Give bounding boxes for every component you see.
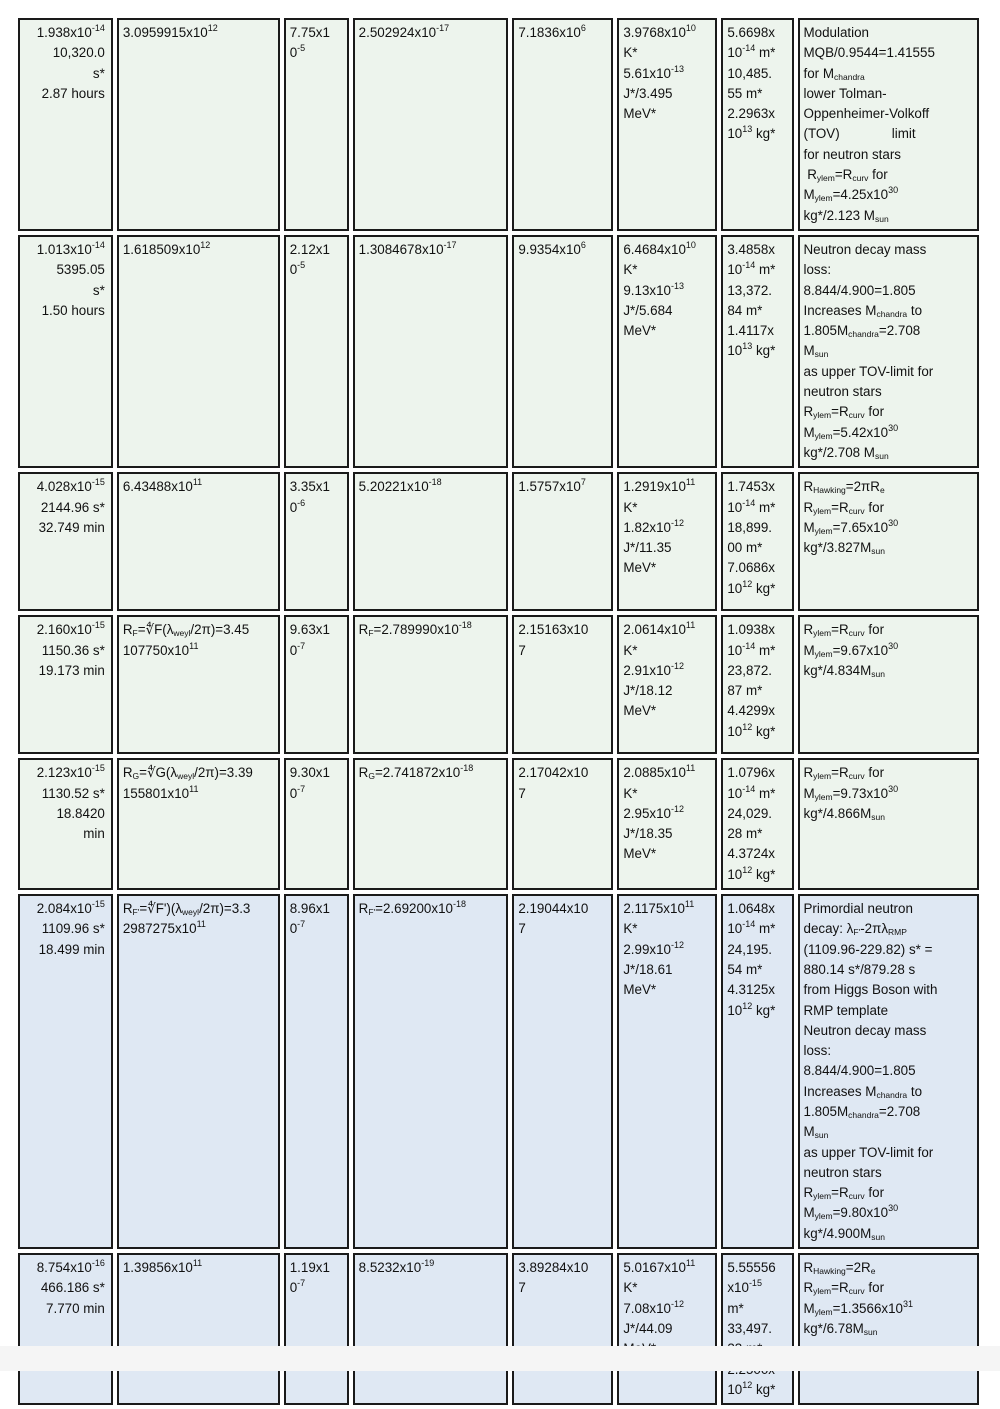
cell-line: $1.013x10^{-14}$ (36, 239, 105, 257)
cell-line: 18.499 min (38, 941, 105, 957)
cell-line: 18,899. (727, 519, 773, 535)
cell-line: s* (92, 282, 105, 298)
cell-line: $R_{F'}=∜F')(\lambda_{weyl}/2\pi)=3.3$ (122, 901, 251, 918)
cell-line: 1.50 hours (41, 302, 105, 318)
cell-line: MQB/0.9544=1.41555 (803, 45, 935, 61)
cell-line: 2144.96 s* (40, 499, 105, 515)
radius-cell (353, 18, 509, 231)
frequency-cell (117, 235, 280, 468)
time-cell (18, 894, 113, 1249)
frequency-cell (117, 894, 280, 1249)
cell-line: $kg*/4.834M_{sun}$ (803, 662, 885, 679)
value-cell (512, 1253, 613, 1405)
cell-line: $R_G=2.741872x10^{-18}$ (358, 763, 474, 782)
factor-cell (284, 235, 349, 468)
cell-line: loss: (803, 262, 832, 278)
page-bottom-bar (0, 1346, 1000, 1371)
value-cell (512, 18, 613, 231)
cell-line: 1109.96 s* (41, 921, 105, 937)
frequency-cell (117, 758, 280, 890)
factor-cell (284, 894, 349, 1249)
cell-line: $M_{sun}$ (803, 1124, 829, 1141)
time-cell (18, 235, 113, 468)
cell-line: $R_{ylem}=R_{curv}$ for (803, 1280, 885, 1297)
notes-cell (798, 18, 980, 231)
cell-line: $9.9354x10^6$ (518, 239, 586, 257)
cell-line: m* (727, 1300, 744, 1316)
cell-line: $0^{-7}$ (289, 919, 306, 937)
cell-line: 3.89284x10 (518, 1260, 589, 1276)
value-cell (512, 894, 613, 1249)
cell-line: K* (623, 1280, 638, 1296)
cell-line: 880.14 s*/879.28 s (803, 961, 916, 977)
cell-line: 466.186 s* (40, 1280, 105, 1296)
cell-line: 7 (518, 785, 526, 801)
cell-line: $10^{13}$ kg* (727, 124, 776, 142)
cell-line: $6.4684x10^{10}$ (623, 239, 696, 257)
notes-cell (798, 472, 980, 611)
cell-line: $10^{12}$ kg* (727, 578, 776, 596)
cell-line: 54 m* (727, 961, 763, 977)
temperature-energy-cell (617, 235, 717, 468)
cell-line: $0^{-5}$ (289, 260, 306, 278)
cell-line: MeV* (623, 323, 657, 339)
cell-line: 5.55556 (727, 1260, 776, 1276)
cell-line: $155801x10^{11}$ (122, 783, 199, 801)
cell-line: 28 m* (727, 826, 763, 842)
cell-line: $M_{ylem}=5.42x10^{30}$ (803, 422, 899, 441)
factor-cell (284, 1253, 349, 1405)
cell-line: 87 m* (727, 683, 763, 699)
cell-line: $0^{-7}$ (289, 640, 306, 658)
cell-line: 13,372. (727, 282, 773, 298)
cell-line: 55 m* (727, 85, 763, 101)
cell-line: 1.0796x (727, 765, 775, 781)
cell-line: $2.0614x10^{11}$ (623, 620, 696, 638)
cell-line: Modulation (803, 25, 870, 40)
cell-line: $1.2919x10^{11}$ (623, 477, 696, 495)
cell-line: $kg*/6.78M_{sun}$ (803, 1320, 878, 1337)
cell-line: as upper TOV-limit for (803, 363, 934, 379)
cell-line: $R_{Hawking}=2R_e$ (803, 1260, 876, 1277)
cell-line: $M_{sun}$ (803, 343, 829, 360)
cell-line: MeV* (623, 560, 657, 576)
cell-line: $2987275x10^{11}$ (122, 919, 206, 937)
cell-line: $1.3084678x10^{-17}$ (358, 239, 457, 257)
cell-line: $2.160x10^{-15}$ (36, 620, 105, 638)
cell-line: $kg*/4.900M_{sun}$ (803, 1225, 885, 1242)
cell-line: 00 m* (727, 540, 763, 556)
cell-line: MeV* (623, 846, 657, 862)
cell-line: 4.3724x (727, 846, 775, 862)
cell-line: $R_F=2.789990x10^{-18}$ (358, 620, 472, 639)
cell-line: $8.5232x10^{-19}$ (358, 1258, 435, 1276)
cell-line: 7 (518, 921, 526, 937)
length-mass-cell (721, 472, 793, 611)
cell-line: $10^{-14}$ m* (727, 783, 776, 801)
cell-line: $0^{-7}$ (289, 1278, 306, 1296)
cell-line: $10^{12}$ kg* (727, 721, 776, 739)
value-cell (512, 235, 613, 468)
cell-line: 3.35x1 (289, 479, 330, 495)
time-cell (18, 615, 113, 754)
factor-cell (284, 472, 349, 611)
cell-line: 7.0686x (727, 560, 775, 576)
cell-line: 8.844/4.900=1.805 (803, 282, 916, 298)
cell-line: $2.123x10^{-15}$ (36, 763, 105, 781)
cell-line: $2.502924x10^{-17}$ (358, 23, 450, 40)
cell-line: $1.82x10^{-12}$ (623, 517, 685, 535)
time-cell (18, 18, 113, 231)
cell-line: $3.9768x10^{10}$ (623, 23, 696, 40)
cell-line: kg*/2.123 $M_{sun}$ (803, 207, 889, 224)
cell-line: $R_{ylem}=R_{curv}$ for (803, 1185, 885, 1202)
cell-line: neutron stars (803, 384, 882, 400)
cell-line: 18.8420 (56, 805, 105, 821)
length-mass-cell (721, 18, 793, 231)
notes-cell (798, 1253, 980, 1405)
cell-line: for neutron stars (803, 146, 902, 162)
cell-line: $10^{-14}$ m* (727, 919, 776, 937)
cell-line: $1.618509x10^{12}$ (122, 239, 211, 257)
length-mass-cell (721, 894, 793, 1249)
cell-line: MeV* (623, 106, 657, 122)
cell-line: K* (623, 262, 638, 278)
radius-cell (353, 235, 509, 468)
cell-line: MeV* (623, 703, 657, 719)
cell-line: K* (623, 45, 638, 61)
cell-line: $10^{13}$ kg* (727, 341, 776, 359)
cell-line: Neutron decay mass (803, 1022, 927, 1038)
cell-line: 1150.36 s* (41, 642, 105, 658)
cell-line: for $M_{chandra}$ (803, 65, 865, 82)
cell-line: 19.173 min (38, 662, 105, 678)
value-cell (512, 758, 613, 890)
cell-line: 7 (518, 1280, 526, 1296)
value-cell (512, 615, 613, 754)
cell-line: Increases $M_{chandra}$ to (803, 302, 923, 319)
cell-line: Primordial neutron (803, 901, 913, 917)
cell-line: $1.5757x10^7$ (518, 477, 586, 495)
cell-line: from Higgs Boson with (803, 982, 938, 998)
cell-line: J*/11.35 (623, 540, 672, 556)
cell-line: J*/18.12 (623, 683, 673, 699)
cell-line: MeV* (623, 982, 657, 998)
cell-line: 2.19044x10 (518, 901, 589, 917)
cell-line: 84 m* (727, 302, 763, 318)
cell-line: J*/18.61 (623, 961, 673, 977)
cell-line: 4.4299x (727, 703, 775, 719)
cell-line: 1.0648x (727, 901, 775, 917)
cell-line: 5.6698x (727, 25, 775, 40)
cell-line: 8.96x1 (289, 901, 330, 917)
cell-line: 1.0938x (727, 622, 775, 638)
table-row (18, 235, 979, 468)
cell-line: $107750x10^{11}$ (122, 640, 199, 658)
length-mass-cell (721, 758, 793, 890)
temperature-energy-cell (617, 472, 717, 611)
cell-line: $7.08x10^{-12}$ (623, 1298, 685, 1316)
cell-line: 2.15163x10 (518, 622, 589, 638)
temperature-energy-cell (617, 18, 717, 231)
cell-line: K* (623, 499, 638, 515)
frequency-cell (117, 18, 280, 231)
cell-line: $R_{Hawking}=2\pi R_e$ (803, 479, 885, 496)
temperature-energy-cell (617, 1253, 717, 1405)
temperature-energy-cell (617, 758, 717, 890)
cell-line: $6.43488x10^{11}$ (122, 477, 203, 495)
cell-line: $1.805M_{chandra}=2.708$ (803, 1103, 921, 1120)
cell-line: (1109.96-229.82) s* = (803, 941, 933, 957)
cell-line: $8.754x10^{-16}$ (36, 1258, 105, 1276)
cell-line: $7.1836x10^6$ (518, 23, 586, 40)
cell-line: 24,195. (727, 941, 773, 957)
notes-cell (798, 235, 980, 468)
cell-line: $R_{ylem}=R_{curv}$ for (803, 404, 885, 421)
length-mass-cell (721, 615, 793, 754)
cell-line: $1.39856x10^{11}$ (122, 1258, 203, 1276)
cell-line: J*/18.35 (623, 826, 673, 842)
cell-line: K* (623, 921, 638, 937)
cell-line: 10,485. (727, 65, 773, 81)
time-cell (18, 758, 113, 890)
cell-line: 2.17042x10 (518, 765, 589, 781)
cell-line: kg*/2.708 $M_{sun}$ (803, 444, 889, 461)
factor-cell (284, 758, 349, 890)
cell-line: $0^{-7}$ (289, 783, 306, 801)
notes-cell (798, 894, 980, 1249)
table-row (18, 1253, 979, 1405)
cell-line: K* (623, 785, 638, 801)
cell-line: 5395.05 (56, 262, 105, 278)
cell-line: $2.1175x10^{11}$ (623, 899, 695, 917)
cell-line: $5.20221x10^{-18}$ (358, 477, 442, 495)
length-mass-cell (721, 235, 793, 468)
cell-line: K* (623, 642, 638, 658)
factor-cell (284, 615, 349, 754)
cell-line: $R_F=∜F(\lambda_{weyl}/2\pi)=3.45$ (122, 622, 250, 639)
radius-cell (353, 894, 509, 1249)
radius-cell (353, 758, 509, 890)
table-row (18, 758, 979, 890)
temperature-energy-cell (617, 615, 717, 754)
cell-line: $1.938x10^{-14}$ (36, 23, 105, 40)
cell-line: $3.0959915x10^{12}$ (122, 23, 218, 40)
cell-line: $M_{ylem}=7.65x10^{30}$ (803, 517, 899, 536)
cell-line: neutron stars (803, 1164, 882, 1180)
notes-cell (798, 758, 980, 890)
cell-line: 2.2963x (727, 106, 775, 122)
cell-line: 9.63x1 (289, 622, 330, 638)
cell-line: $10^{12}$ kg* (727, 1000, 776, 1018)
cell-line: 23,872. (727, 662, 773, 678)
cell-line: 33,497. (727, 1320, 773, 1336)
cell-line: $10^{-14}$ m* (727, 260, 776, 278)
time-cell (18, 1253, 113, 1405)
cell-line: 7.75x1 (289, 25, 330, 40)
cell-line: 3.4858x (727, 241, 775, 257)
cell-line: Oppenheimer-Volkoff (803, 106, 930, 122)
cell-line: $kg*/4.866M_{sun}$ (803, 805, 885, 822)
cell-line: J*/44.09 (623, 1320, 673, 1336)
cell-line: Increases $M_{chandra}$ to (803, 1083, 923, 1100)
cell-line: $2.95x10^{-12}$ (623, 803, 685, 821)
cell-line: 24,029. (727, 805, 773, 821)
cell-line: $R_G=∜G(\lambda_{weyl}/2\pi)=3.39$ (122, 765, 253, 782)
cell-line: min (83, 826, 105, 842)
cell-line: $M_{ylem}=4.25x10^{30}$ (803, 185, 899, 204)
cell-line: 2.12x1 (289, 241, 330, 257)
temperature-energy-cell (617, 894, 717, 1249)
cell-line: 4.3125x (727, 982, 775, 998)
factor-cell (284, 18, 349, 231)
value-cell (512, 472, 613, 611)
cell-line: $R_{ylem}=R_{curv}$ for (803, 167, 888, 184)
cell-line: $10^{12}$ kg* (727, 1379, 776, 1397)
cell-line: 1.19x1 (289, 1260, 330, 1276)
cell-line: 8.844/4.900=1.805 (803, 1063, 916, 1079)
cell-line: $9.13x10^{-13}$ (623, 280, 685, 298)
cell-line: $4.028x10^{-15}$ (36, 477, 105, 495)
cell-line: 1.7453x (727, 479, 775, 495)
cell-line: $M_{ylem}=1.3566x10^{31}$ (803, 1298, 913, 1317)
cell-line: RMP template (803, 1002, 889, 1018)
cell-line: $2.99x10^{-12}$ (623, 939, 685, 957)
cell-line: $5.61x10^{-13}$ (623, 63, 685, 81)
table-row (18, 18, 979, 231)
cell-line: 1130.52 s* (41, 785, 105, 801)
cell-line: Neutron decay mass (803, 241, 927, 257)
cell-line: $kg*/3.827M_{sun}$ (803, 540, 885, 557)
cell-line: 32.749 min (38, 519, 105, 535)
cell-line: $10^{12}$ kg* (727, 864, 776, 882)
cell-line: $0^{-6}$ (289, 497, 306, 515)
cell-line: (TOV) limit (803, 126, 916, 142)
radius-cell (353, 472, 509, 611)
cell-line: $M_{ylem}=9.80x10^{30}$ (803, 1203, 899, 1222)
table-row (18, 615, 979, 754)
cell-line: lower Tolman- (803, 85, 887, 101)
cell-line: 9.30x1 (289, 765, 330, 781)
cell-line: $10^{-14}$ m* (727, 640, 776, 658)
length-mass-cell (721, 1253, 793, 1405)
cell-line: $2.0885x10^{11}$ (623, 763, 696, 781)
cell-line: 1.4117x (727, 323, 775, 339)
cell-line: J*/3.495 (623, 85, 673, 101)
cell-line: 7.770 min (46, 1300, 105, 1316)
cell-line: $5.0167x10^{11}$ (623, 1258, 696, 1276)
time-cell (18, 472, 113, 611)
cell-line: 10,320.0 (52, 45, 105, 61)
cell-line: 7 (518, 642, 526, 658)
cell-line: $R_{F'}=2.69200x10^{-18}$ (358, 899, 466, 918)
cell-line: J*/5.684 (623, 302, 673, 318)
cell-line: $1.805M_{chandra}=2.708$ (803, 323, 921, 340)
table-row (18, 894, 979, 1249)
cell-line: decay: $\lambda_{F'}-2\pi\lambda_{RMP}$ (803, 921, 907, 938)
frequency-cell (117, 1253, 280, 1405)
table-row (18, 472, 979, 611)
cell-line: $R_{ylem}=R_{curv}$ for (803, 499, 885, 516)
frequency-cell (117, 615, 280, 754)
radius-cell (353, 615, 509, 754)
cell-line: $10^{-14}$ m* (727, 497, 776, 515)
cell-line: $R_{ylem}=R_{curv}$ for (803, 622, 885, 639)
cell-line: $0^{-5}$ (289, 43, 306, 61)
cell-line: $2.084x10^{-15}$ (36, 899, 105, 917)
cell-line: loss: (803, 1043, 832, 1059)
cell-line: $M_{ylem}=9.73x10^{30}$ (803, 783, 899, 802)
cell-line: $2.91x10^{-12}$ (623, 660, 685, 678)
cell-line: s* (92, 65, 105, 81)
physics-data-table (14, 14, 983, 1409)
cell-line: $M_{ylem}=9.67x10^{30}$ (803, 640, 899, 659)
cell-line: $x10^{-15}$ (727, 1278, 762, 1296)
cell-line: 2.87 hours (41, 85, 105, 101)
notes-cell (798, 615, 980, 754)
cell-line: as upper TOV-limit for (803, 1144, 934, 1160)
cell-line: $R_{ylem}=R_{curv}$ for (803, 765, 885, 782)
cell-line: $10^{-14}$ m* (727, 43, 776, 61)
frequency-cell (117, 472, 280, 611)
radius-cell (353, 1253, 509, 1405)
